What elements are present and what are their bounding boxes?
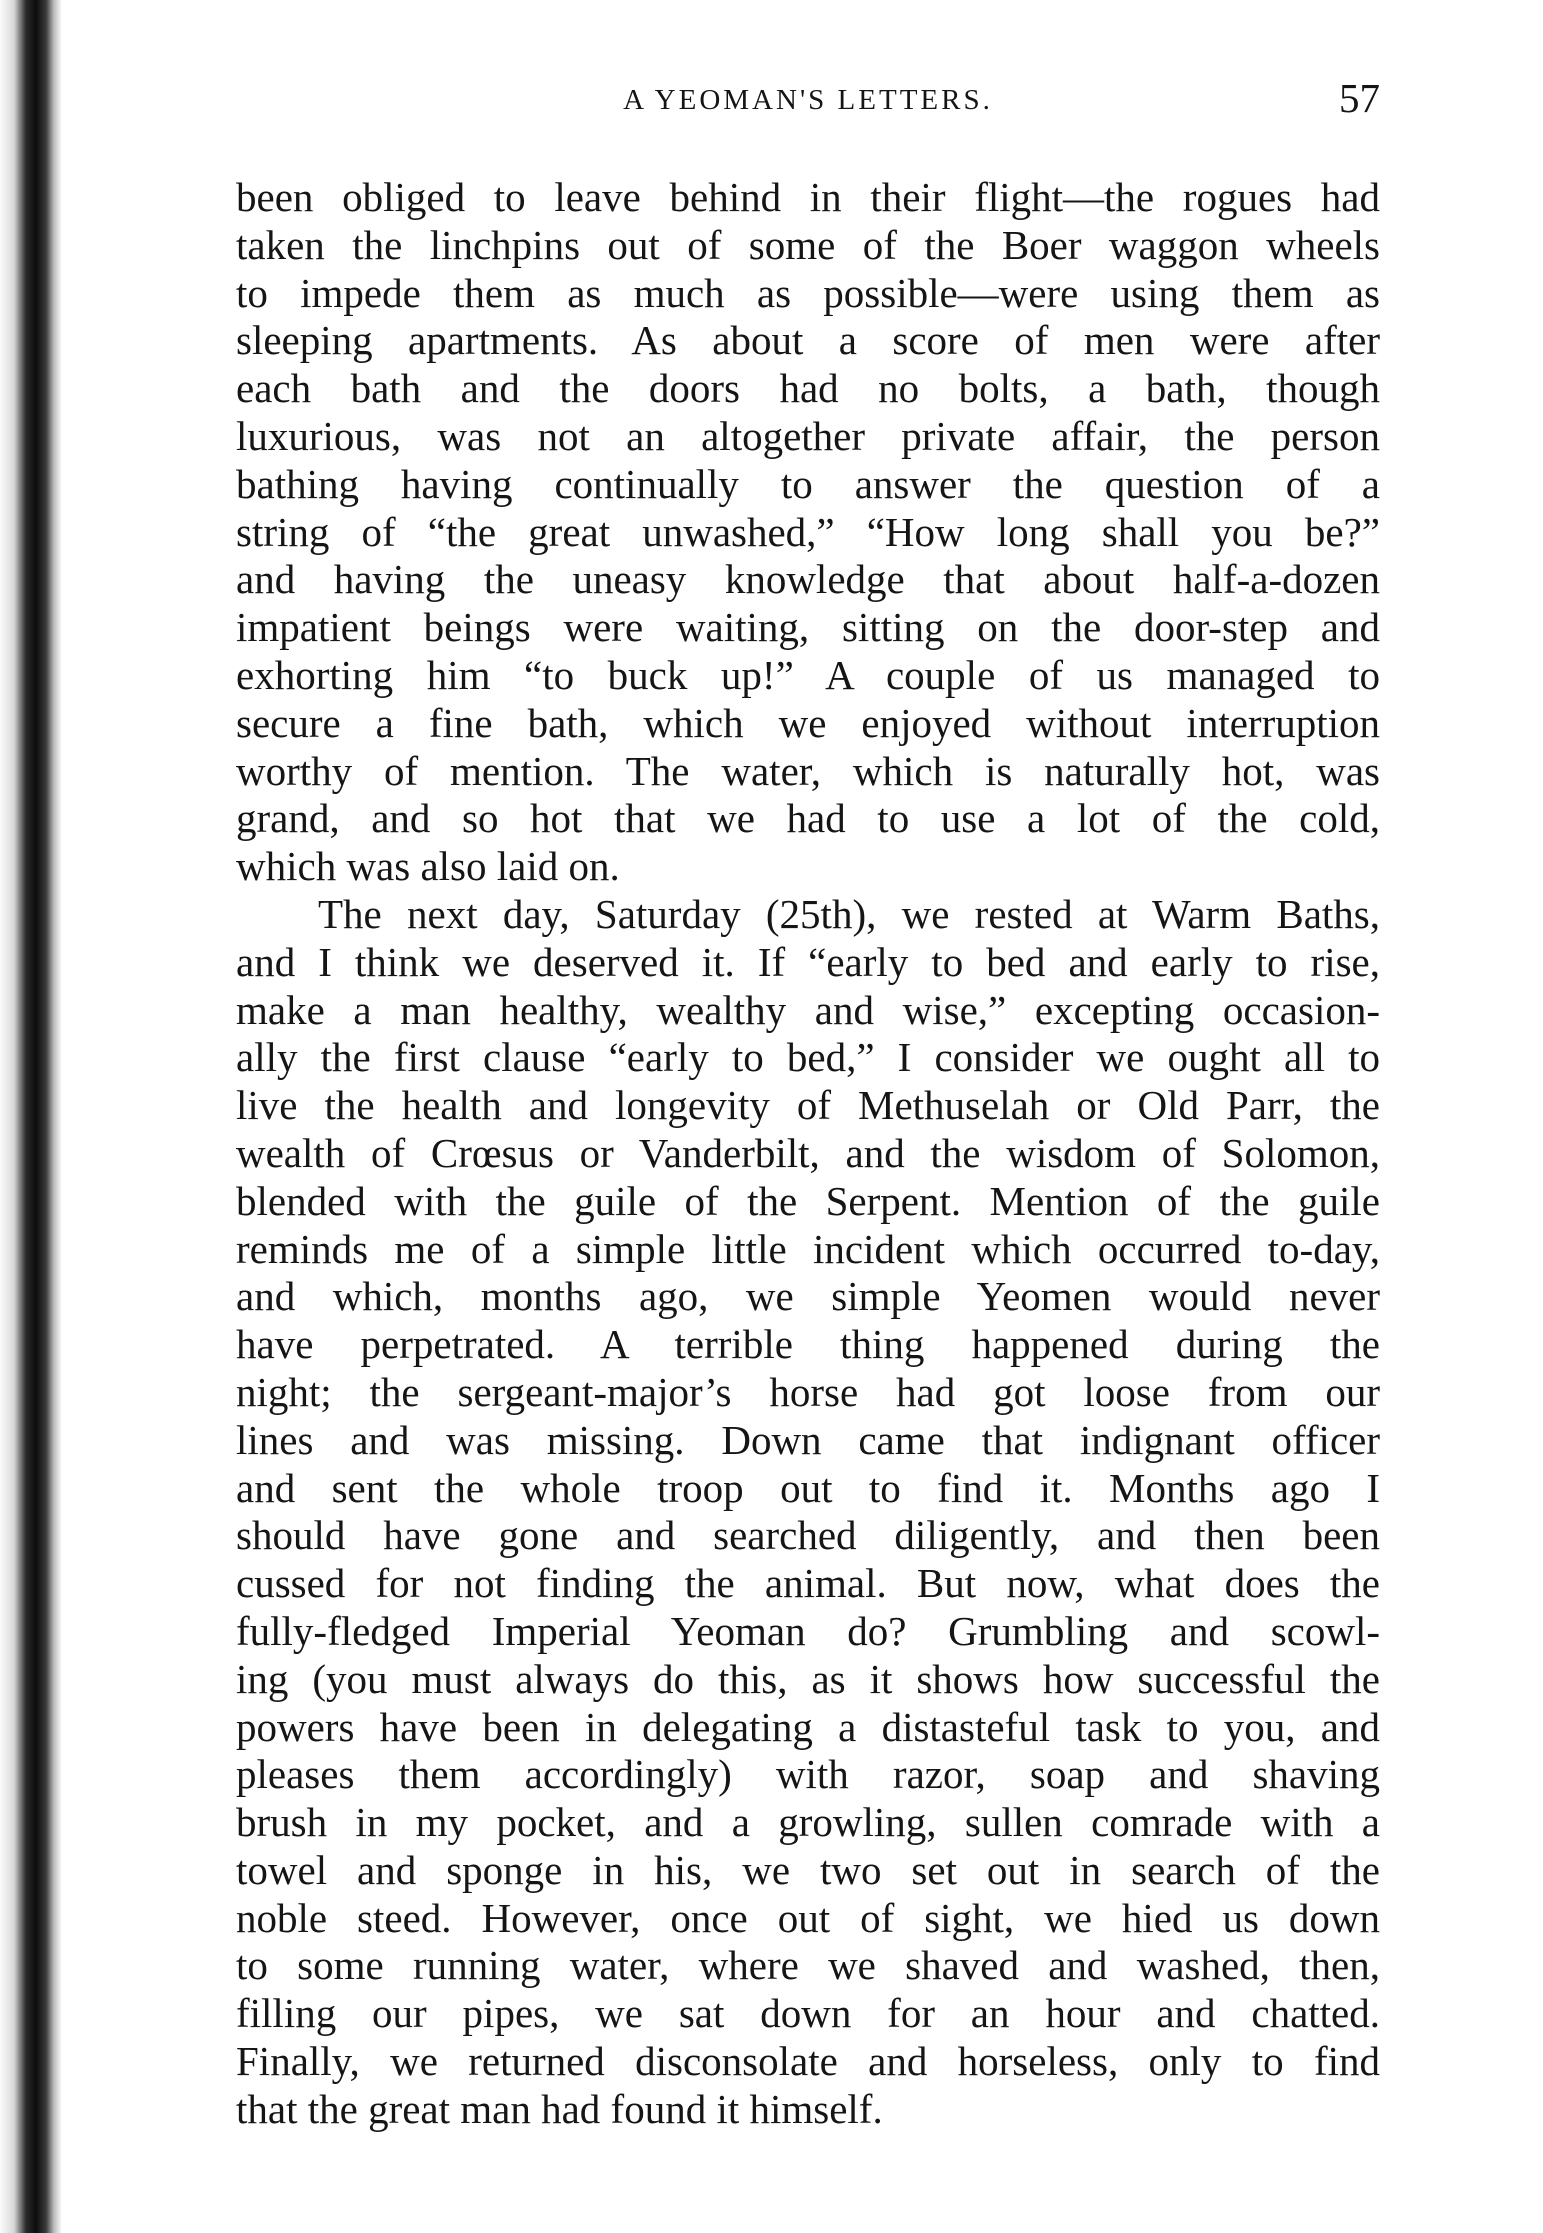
- text-line: make a man healthy, wealthy and wise,” excepting occasion-: [236, 986, 1380, 1033]
- text-line: have perpetrated. A terrible thing happened during the: [236, 1321, 1380, 1368]
- paragraph: [236, 891, 1380, 2134]
- text-line: towel and sponge in his, we two set out in search of the: [236, 1846, 1380, 1893]
- text-line: and I think we deserved it. If “early to bed and early to rise,: [236, 938, 1380, 985]
- text-line: noble steed. However, once out of sight, we hied us down: [236, 1894, 1380, 1941]
- text-line: worthy of mention. The water, which is naturally hot, was: [236, 747, 1380, 794]
- text-line: filling our pipes, we sat down for an hour and chatted.: [236, 1990, 1380, 2037]
- text-line: reminds me of a simple little incident which occurred to-day,: [236, 1225, 1380, 1272]
- text-line: lines and was missing. Down came that indignant officer: [236, 1416, 1380, 1463]
- text-line: and having the uneasy knowledge that about half-a-dozen: [236, 556, 1380, 603]
- text-line: string of “the great unwashed,” “How long shall you be?”: [236, 508, 1380, 555]
- text-line: taken the linchpins out of some of the Boer waggon wheels: [236, 221, 1380, 268]
- text-line: live the health and longevity of Methuselah or Old Parr, the: [236, 1082, 1380, 1129]
- book-page: [236, 70, 1380, 2190]
- text-line: blended with the guile of the Serpent. Mention of the guile: [236, 1177, 1380, 1224]
- text-line: ally the first clause “early to bed,” I consider we ought all to: [236, 1034, 1380, 1081]
- text-line: cussed for not finding the animal. But now, what does the: [236, 1560, 1380, 1607]
- text-line: brush in my pocket, and a growling, sullen comrade with a: [236, 1799, 1380, 1846]
- text-line: luxurious, was not an altogether private affair, the person: [236, 412, 1380, 459]
- text-line: and which, months ago, we simple Yeomen would never: [236, 1273, 1380, 1320]
- text-body: [236, 174, 1380, 2134]
- running-title: A YEOMAN'S LETTERS.: [623, 84, 993, 116]
- text-line: should have gone and searched diligently, and then been: [236, 1512, 1380, 1559]
- text-line: night; the sergeant-major’s horse had got loose from our: [236, 1368, 1380, 1415]
- text-line: exhorting him “to buck up!” A couple of us managed to: [236, 651, 1380, 698]
- text-line: which was also laid on.: [236, 843, 620, 890]
- text-line: wealth of Crœsus or Vanderbilt, and the wisdom of Solomon,: [236, 1129, 1380, 1176]
- text-line: been obliged to leave behind in their flight—the rogues had: [236, 174, 1380, 220]
- text-line: each bath and the doors had no bolts, a bath, though: [236, 365, 1380, 412]
- text-line: impatient beings were waiting, sitting on the door-step and: [236, 604, 1380, 651]
- text-line: ing (you must always do this, as it shows how successful the: [236, 1655, 1380, 1702]
- text-line: grand, and so hot that we had to use a lot of the cold,: [236, 795, 1380, 842]
- text-line: sleeping apartments. As about a score of men were after: [236, 317, 1380, 364]
- page-number: 57: [1339, 75, 1380, 121]
- text-line: pleases them accordingly) with razor, soap and shaving: [236, 1751, 1380, 1798]
- text-line: fully-fledged Imperial Yeoman do? Grumbling and scowl-: [236, 1607, 1380, 1654]
- text-line: to impede them as much as possible—were using them as: [236, 269, 1380, 316]
- text-line: that the great man had found it himself.: [236, 2085, 883, 2132]
- text-line: powers have been in delegating a distasteful task to you, and: [236, 1703, 1380, 1750]
- text-line: secure a fine bath, which we enjoyed without interruption: [236, 699, 1380, 746]
- page-binding-edge: [0, 0, 62, 2233]
- paragraph: [236, 174, 1380, 891]
- text-line: bathing having continually to answer the question of a: [236, 460, 1380, 507]
- text-line: The next day, Saturday (25th), we rested at Warm Baths,: [318, 890, 1380, 937]
- text-line: Finally, we returned disconsolate and horseless, only to find: [236, 2038, 1380, 2085]
- text-line: and sent the whole troop out to find it. Months ago I: [236, 1464, 1380, 1511]
- text-line: to some running water, where we shaved and washed, then,: [236, 1942, 1380, 1989]
- running-head: [236, 70, 1380, 144]
